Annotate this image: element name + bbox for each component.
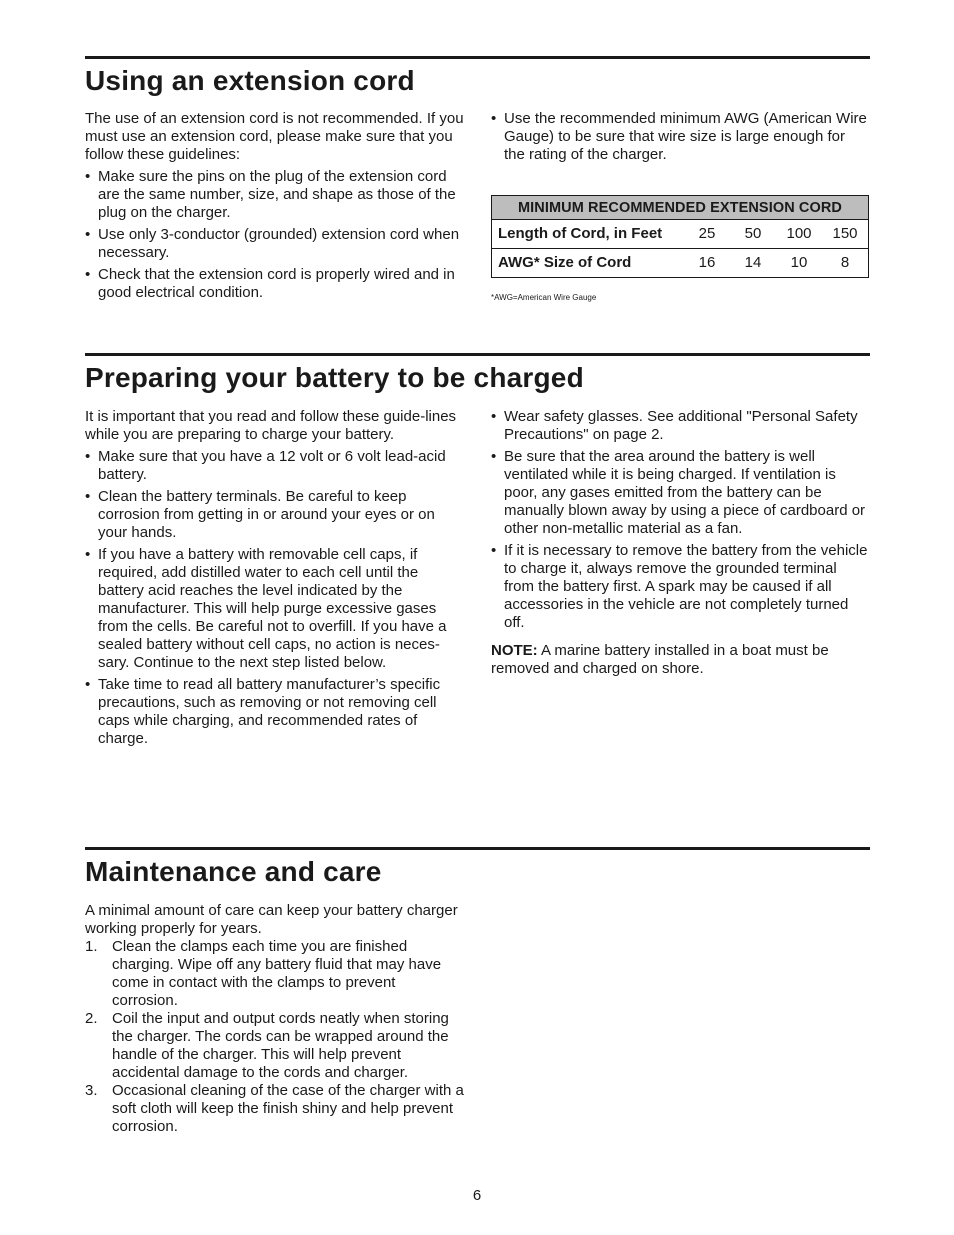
intro-text: It is important that you read and follow these guide-lines while you are preparing to charge your battery.: [85, 408, 457, 443]
list-item: • Take time to read all battery manufacturer’s specific precautions, such as removing or not removing cell caps while charging, and recommended rates of charge.: [85, 676, 465, 748]
intro-text: A minimal amount of care can keep your battery charger working properly for years.: [85, 902, 458, 937]
table-cell: 100: [776, 220, 822, 249]
section-title: Using an extension cord: [85, 65, 415, 96]
list-item: • Clean the battery terminals. Be careful to keep corrosion from getting in or around your eyes or on your hands.: [85, 488, 465, 542]
step-text: Occasional cleaning of the case of the charger with a soft cloth will keep the finish shiny and help prevent corrosion.: [112, 1082, 464, 1135]
guideline-list: [491, 110, 870, 164]
list-item: • Use the recommended minimum AWG (American Wire Gauge) to be sure that wire size is large enough for the rating of the charger.: [491, 110, 870, 164]
list-item: • If it is necessary to remove the battery from the vehicle to charge it, always remove the grounded terminal from the battery first. A spark may be caused if all accessories in the vehicle are not completely turned off.: [491, 542, 870, 632]
left-column: [85, 110, 465, 306]
note-text: [491, 642, 870, 678]
list-item: [85, 1010, 465, 1082]
table-cell: 25: [684, 220, 730, 249]
left-column: [85, 902, 465, 1136]
section-preparing-battery: [85, 353, 870, 747]
page-number: 6: [472, 1187, 482, 1204]
table-cell: 14: [744, 254, 762, 271]
step-text: Clean the clamps each time you are finished charging. Wipe off any battery fluid that may have come in contact with the clamps to prevent corrosion.: [112, 938, 442, 1009]
list-item: • Use only 3-conductor (grounded) extension cord when necessary.: [85, 226, 465, 262]
step-number: 2.: [85, 1010, 98, 1027]
list-item: • Wear safety glasses. See additional "Personal Safety Precautions" on page 2.: [491, 408, 870, 444]
guideline-list: [491, 408, 870, 632]
table-cell: 8: [840, 254, 850, 271]
note-body: A marine battery installed in a boat must be removed and charged on shore.: [491, 642, 829, 677]
section-extension-cord: [85, 56, 870, 302]
section-title: Preparing your battery to be charged: [85, 362, 584, 393]
intro-text: The use of an extension cord is not recommended. If you must use an extension cord, please make sure that you follow these guidelines:: [85, 110, 464, 163]
table-footnote: *AWG=American Wire Gauge: [491, 293, 597, 302]
row-label: AWG* Size of Cord: [498, 254, 632, 271]
list-item: • Be sure that the area around the battery is well ventilated while it is being charged. If ventilation is poor, any gases emitted from the battery can be manually blown away by using a piece of cardboard or other non-metallic material as a fan.: [491, 448, 870, 538]
table-cell: 16: [698, 254, 716, 271]
left-column: [85, 408, 465, 752]
table-row: [492, 220, 869, 249]
list-item: • Make sure the pins on the plug of the extension cord are the same number, size, and shape as those of the plug on the charger.: [85, 168, 465, 222]
step-number: 3.: [85, 1082, 98, 1099]
step-number: 1.: [85, 938, 98, 955]
list-item: • If you have a battery with removable cell caps, if required, add distilled water to each cell until the battery acid reaches the level indicated by the manufacturer. This will help purge excessive gases from the cells. Be careful not to overfill. If you have a sealed battery without cell caps, no action is neces-sary. Continue to the next step listed below.: [85, 546, 465, 672]
right-column: [491, 110, 870, 307]
list-item: • Check that the extension cord is properly wired and in good electrical condition.: [85, 266, 465, 302]
table-cell: 10: [790, 254, 808, 271]
table-cell: 50: [730, 220, 776, 249]
table-row: [492, 249, 869, 278]
row-label: Length of Cord, in Feet: [492, 220, 685, 249]
step-text: Coil the input and output cords neatly when storing the charger. The cords can be wrapped around the handle of the charger. This will help prevent accidental damage to the cords and charger.: [112, 1010, 449, 1081]
section-title: Maintenance and care: [85, 856, 382, 887]
list-item: [85, 1082, 465, 1136]
table-header: MINIMUM RECOMMENDED EXTENSION CORD: [492, 196, 869, 220]
guideline-list: [85, 168, 465, 302]
steps-list: [85, 938, 465, 1136]
note-label: NOTE:: [491, 642, 538, 659]
extension-cord-table: [491, 195, 869, 278]
list-item: [85, 938, 465, 1010]
section-maintenance: [85, 847, 870, 1135]
guideline-list: [85, 448, 465, 748]
right-column: [491, 408, 870, 678]
table-cell: 150: [822, 220, 869, 249]
list-item: • Make sure that you have a 12 volt or 6 volt lead-acid battery.: [85, 448, 465, 484]
